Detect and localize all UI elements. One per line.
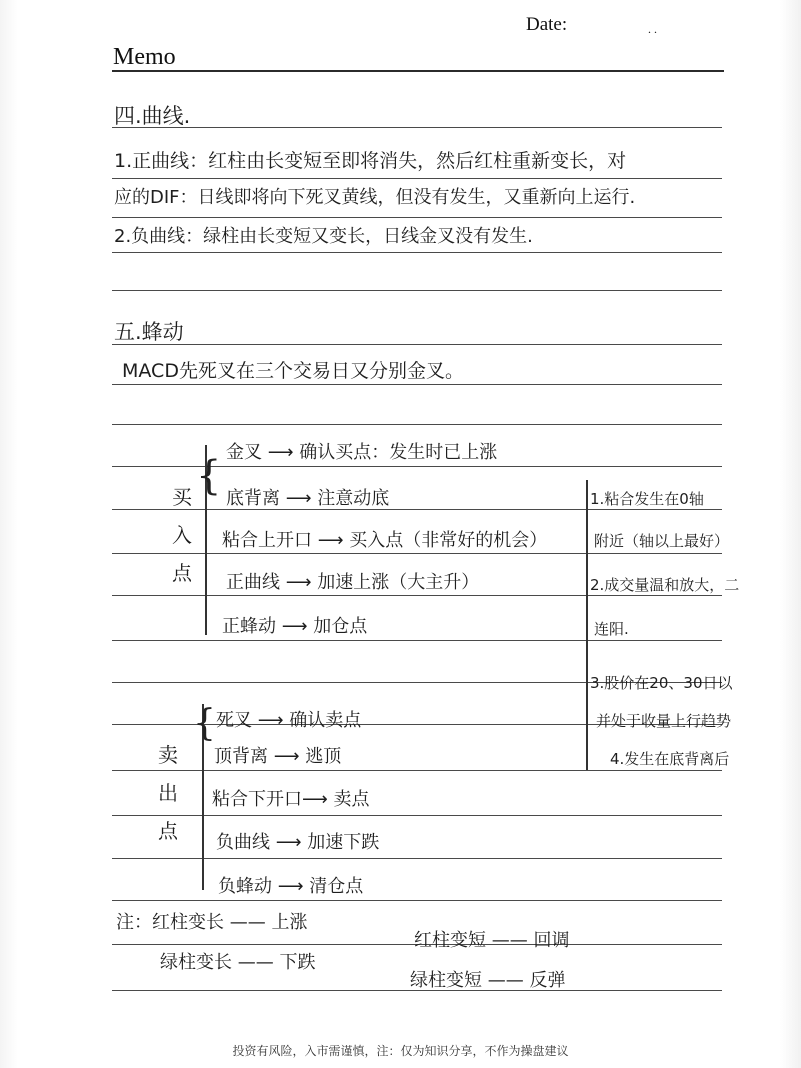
sell-item: 粘合下开口⟶ 卖点 xyxy=(212,789,370,810)
sell-brace: { xyxy=(193,703,216,744)
header-rule xyxy=(112,70,724,72)
note-green-short: 绿柱变短 —— 反弹 xyxy=(410,970,566,991)
date-label: Date: xyxy=(526,14,568,35)
section4-line3: 2.负曲线：绿柱由长变短又变长，日线金叉没有发生. xyxy=(114,226,533,247)
buy-points-label xyxy=(170,478,194,592)
side-note: 并处于收量上行趋势 xyxy=(596,712,732,730)
note-red-long: 注：红柱变长 —— 上涨 xyxy=(116,912,308,933)
section4-title: 四.曲线. xyxy=(114,104,191,128)
buy-item: 正蜂动 ⟶ 加仓点 xyxy=(222,616,368,637)
sell-item: 顶背离 ⟶ 逃顶 xyxy=(214,746,342,767)
section5-title: 五.蜂动 xyxy=(114,320,184,344)
note-red-short: 红柱变短 —— 回调 xyxy=(414,930,570,951)
sell-item: 负曲线 ⟶ 加速下跌 xyxy=(216,832,380,853)
buy-label-char: 入 xyxy=(172,523,192,547)
side-note: 3.股价在20、30日以 xyxy=(590,674,733,692)
buy-item: 粘合上开口 ⟶ 买入点（非常好的机会） xyxy=(222,530,548,551)
side-notes-divider xyxy=(586,480,588,770)
sell-item: 死叉 ⟶ 确认卖点 xyxy=(216,710,362,731)
sell-label-char: 卖 xyxy=(158,743,178,767)
buy-label-char: 点 xyxy=(172,561,192,585)
side-note: 1.粘合发生在0轴 xyxy=(590,490,704,508)
buy-item: 底背离 ⟶ 注意动底 xyxy=(226,488,390,509)
side-note: 附近（轴以上最好） xyxy=(594,532,730,550)
sell-label-char: 点 xyxy=(158,819,178,843)
side-note: 连阳. xyxy=(594,620,629,638)
note-green-long: 绿柱变长 —— 下跌 xyxy=(160,952,316,973)
sell-points-label xyxy=(156,736,180,850)
sell-label-char: 出 xyxy=(158,781,178,805)
buy-brace: { xyxy=(196,453,222,499)
date-dots: . . xyxy=(648,22,657,36)
section4-line1: 1.正曲线：红柱由长变短至即将消失，然后红柱重新变长，对 xyxy=(114,150,627,172)
section4-line2: 应的DIF：日线即将向下死叉黄线，但没有发生，又重新向上运行. xyxy=(114,187,636,208)
memo-label: Memo xyxy=(113,44,176,70)
disclaimer-footer: 投资有风险，入市需谨慎，注：仅为知识分享，不作为操盘建议 xyxy=(232,1044,569,1058)
sell-item: 负蜂动 ⟶ 清仓点 xyxy=(218,876,364,897)
buy-item: 金叉 ⟶ 确认买点：发生时已上涨 xyxy=(226,442,498,463)
buy-item: 正曲线 ⟶ 加速上涨（大主升） xyxy=(226,572,480,593)
side-note: 4.发生在底背离后 xyxy=(610,750,730,768)
section5-line1: MACD先死叉在三个交易日又分别金叉。 xyxy=(122,360,464,382)
buy-label-char: 买 xyxy=(172,485,192,509)
side-note: 2.成交量温和放大，二 xyxy=(590,576,740,594)
